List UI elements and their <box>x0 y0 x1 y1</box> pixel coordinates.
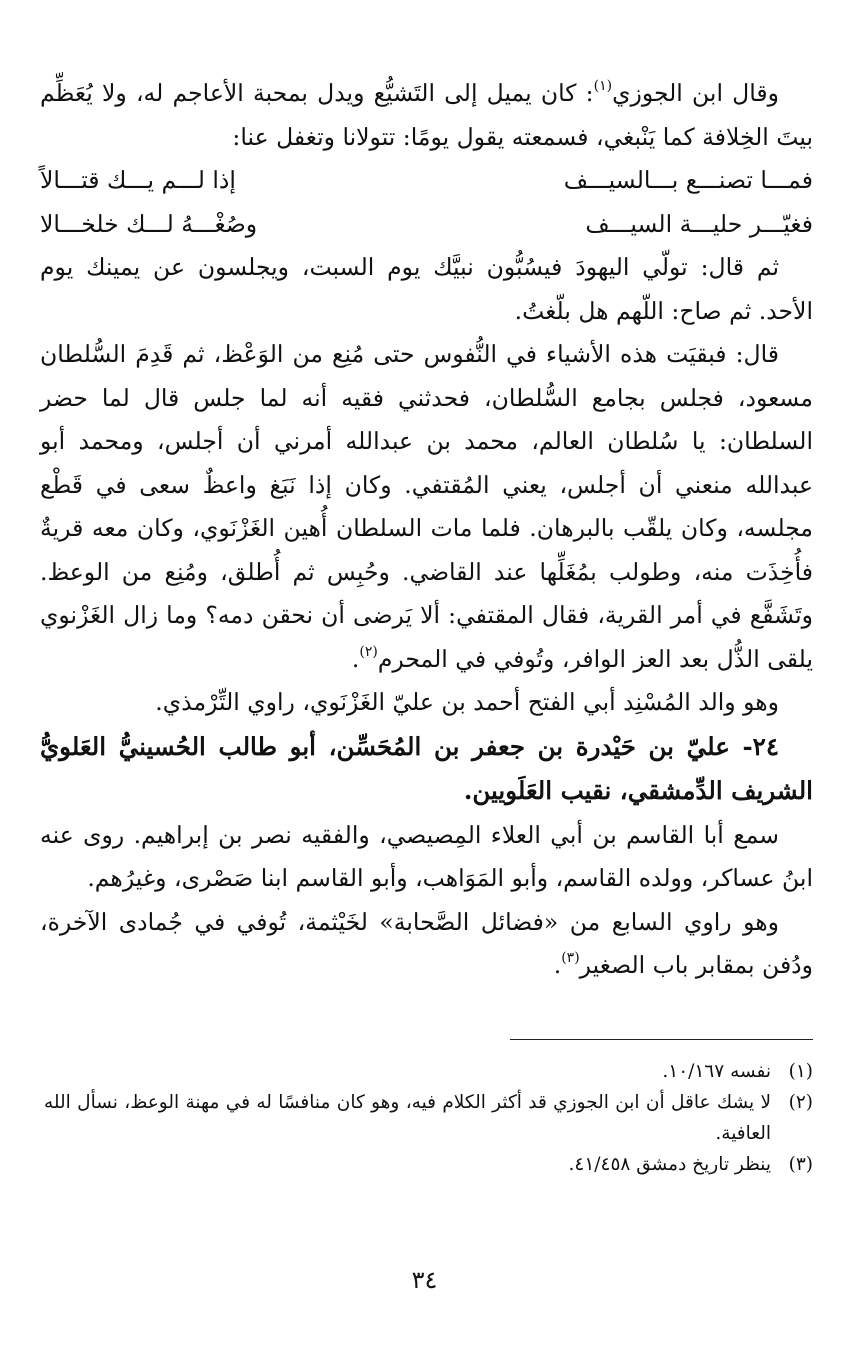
text: : كان يميل إلى التَشيُّع ويدل بمحبة الأعاجم له، ولا يُعَظِّم بيتَ الخِلافة كما يَنْبغي، فسمعته يقول يومًا: تتولانا وتغفل عنا: <box>40 79 813 151</box>
page-number: ٣٤ <box>411 1266 438 1294</box>
verse-second-hemistich: وصُغْـــهُ لـــك خلخـــالا <box>40 209 258 238</box>
footnote-text: لا يشك عاقل أن ابن الجوزي قد أكثر الكلام فيه، وهو كان منافسًا له في مهنة الوعظ، نسأل الله العافية. <box>44 1092 771 1144</box>
footnote-ref-2[interactable]: (٢) <box>359 643 378 660</box>
footnote-3 <box>44 1149 813 1180</box>
poem-verse-2 <box>40 203 813 247</box>
footnote-text: ينظر تاريخ دمشق ٤١/٤٥٨. <box>568 1154 771 1175</box>
verse-first-hemistich: فغيّـــر حليـــة السيـــف <box>585 209 813 238</box>
paragraph-ibn-jawzi-quote <box>40 72 813 159</box>
footnote-number: (١) <box>788 1061 813 1082</box>
footnote-1 <box>44 1056 813 1087</box>
biography-title: - عليّ بن حَيْدرة بن جعفر بن المُحَسِّن، أبو طالب الحُسينيُّ العَلويُّ الشريف الدِّمشقي، نقيب العَلَويين. <box>40 731 813 805</box>
paragraph-father-of-musnid: وهو والد المُسْنِد أبي الفتح أحمد بن عليّ الغَزْنَوي، راوي التِّرْمذي. <box>155 688 779 716</box>
verse-first-hemistich: فمـــا تصنـــع بـــالسيـــف <box>563 166 813 194</box>
biography-heading <box>40 725 813 814</box>
footnote-ref-3[interactable]: (٣) <box>561 950 580 967</box>
paragraph-sultan-masud <box>40 333 813 681</box>
text: وقال ابن الجوزي <box>612 79 779 107</box>
paragraph-then-said: ثم قال: تولّي اليهودَ فيسُبُّون نبيَّك يوم السبت، ويجلسون عن يمينك يوم الأحد. ثم صاح: اللّهم هل بلّغتُ. <box>40 253 813 325</box>
text: . <box>351 644 360 673</box>
footnote-number: (٢) <box>788 1092 813 1113</box>
footnote-text: نفسه ١٠/١٦٧. <box>662 1061 771 1082</box>
text: وهو راوي السابع من «فضائل الصَّحابة» لخَيْثمة، تُوفي في جُمادى الآخرة، ودُفن بمقابر باب الصغير <box>40 907 813 979</box>
footnote-2 <box>44 1087 813 1149</box>
text: . <box>553 951 562 979</box>
main-text <box>40 72 813 988</box>
biography-number: ٢٤ <box>752 731 779 761</box>
footnotes <box>44 1056 813 1180</box>
footnote-number: (٣) <box>788 1154 813 1175</box>
poem-verse-1 <box>40 159 813 203</box>
paragraph-seventh-part <box>40 901 813 988</box>
paragraph-heard-from: سمع أبا القاسم بن أبي العلاء المِصيصي، والفقيه نصر بن إبراهيم. روى عنه ابنُ عساكر، وولده القاسم، وأبو المَوَاهب، وأبو القاسم ابنا صَصْرى، وغيرُهم. <box>40 820 813 892</box>
footnote-ref-1[interactable]: (١) <box>593 78 613 95</box>
text: قال: فبقيَت هذه الأشياء في النُّفوس حتى مُنِع من الوَعْظ، ثم قَدِمَ السُّلطان مسعود، فجلس بجامع السُّلطان، فحدثني فقيه أنه لما جلس قال لما حضر السلطان: يا سُلطان العالم، محمد بن عبدالله أمرني أن أجلس، ومحمد أبو عبدالله منعني أن أجلس، يعني المُقتفي. وكان إذا نَبَغ واعظٌ سعى في قَطْع مجلسه، وكان يلقّب بالبرهان. فلما مات السلطان أُهين الغَزْنَوي، وكان معه قريةٌ فأُخِذَت منه، وطولب بمُغَلِّها عند القاضي. وحُبِس ثم أُطلق، ومُنِع من الوعظ. وتَشَفَّع في أمر القرية، فقال المقتفي: ألا يَرضى أن نحقن دمه؟ وما زال الغَزْنوي يلقى الذُّل بعد العز الوافر، وتُوفي في المحرم <box>40 340 813 673</box>
verse-second-hemistich: إذا لـــم يـــك قتـــالاً <box>40 166 236 194</box>
footnote-separator <box>510 1039 813 1040</box>
poem <box>40 159 813 246</box>
